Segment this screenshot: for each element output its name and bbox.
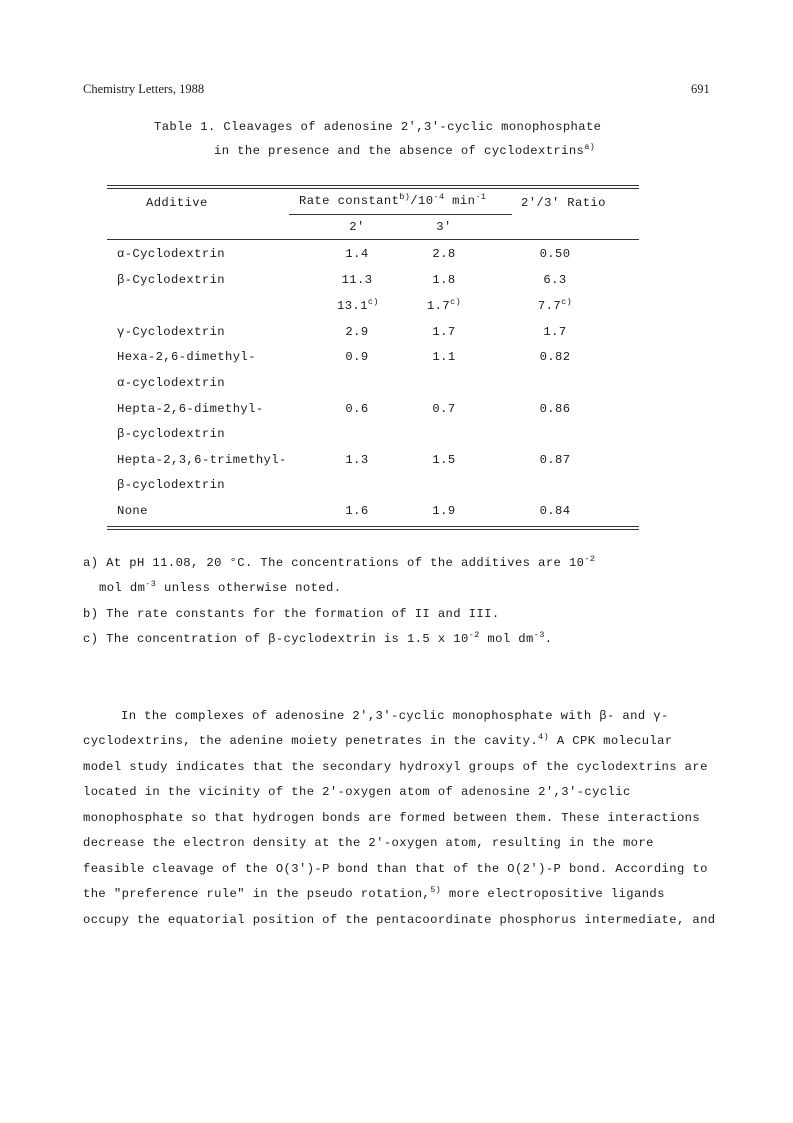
cell-ratio: 0.84	[539, 504, 571, 518]
cell-additive: Hepta-2,6-dimethyl-	[117, 402, 264, 416]
table-header-rule	[107, 239, 639, 240]
body-line: decrease the electron density at the 2'-oxygen atom, resulting in the more	[83, 836, 654, 850]
cell-ratio: 0.50	[539, 247, 571, 261]
table-top-rule	[107, 185, 639, 186]
table-row	[0, 453, 793, 473]
citation-ref: 5)	[430, 885, 442, 895]
cell-k2: 1.6	[345, 504, 369, 518]
cell-ratio: 6.3	[543, 273, 567, 287]
body-line: feasible cleavage of the O(3')-P bond than that of the O(2')-P bond. According to	[83, 862, 708, 876]
footnote-c: c) The concentration of β-cyclodextrin is 1.5 x $10^{-2}$ mol $dm^{-3}$.	[83, 630, 553, 646]
cell-k3: 0.7	[432, 402, 456, 416]
cell-k2: 1.3	[345, 453, 369, 467]
body-line: monophosphate so that hydrogen bonds are formed between them. These interactions	[83, 811, 701, 825]
cell-k2: 0.9	[345, 350, 369, 364]
footnote-b: b) The rate constants for the formation of II and III.	[83, 607, 500, 621]
cell-additive: β-Cyclodextrin	[117, 273, 225, 287]
table-bottom-rule	[107, 529, 639, 530]
column-header-ratio: 2'/3' Ratio	[521, 196, 606, 210]
cell-k3: 1.7$^{c)}$	[426, 297, 462, 313]
cell-k3: 1.8	[432, 273, 456, 287]
table-row	[0, 376, 793, 396]
journal-header: Chemistry Letters, 1988	[83, 82, 205, 96]
cell-ratio: 0.86	[539, 402, 571, 416]
table-top-rule-inner	[107, 188, 639, 189]
table-row	[0, 427, 793, 447]
body-line: cyclodextrins, the adenine moiety penetrates in the cavity.$^{4)}$ A CPK molecular	[83, 732, 673, 748]
subheader-2prime: 2'	[349, 220, 365, 234]
cell-additive: α-cyclodextrin	[117, 376, 225, 390]
body-line: In the complexes of adenosine 2',3'-cyclic monophosphate with β- and γ-	[121, 709, 669, 723]
cell-ratio: 0.87	[539, 453, 571, 467]
table-row	[0, 325, 793, 345]
table-row	[0, 504, 793, 524]
table-caption-line1: Table 1. Cleavages of adenosine 2',3'-cyclic monophosphate	[154, 120, 602, 134]
cell-k3: 1.7	[432, 325, 456, 339]
table-row	[0, 402, 793, 422]
column-header-additive: Additive	[146, 196, 208, 210]
cell-additive: β-cyclodextrin	[117, 478, 225, 492]
cell-additive: Hexa-2,6-dimethyl-	[117, 350, 256, 364]
body-line: the "preference rule" in the pseudo rotation,$^{5)}$ more electropositive ligands	[83, 885, 665, 901]
cell-k2: 11.3	[341, 273, 373, 287]
table-bottom-rule-inner	[107, 526, 639, 527]
body-line: model study indicates that the secondary hydroxyl groups of the cyclodextrins are	[83, 760, 708, 774]
table-row	[0, 299, 793, 319]
page-number: 691	[691, 82, 710, 96]
cell-k2: 2.9	[345, 325, 369, 339]
table-caption-line2: in the presence and the absence of cyclodextrins$^{a)}$	[214, 142, 596, 158]
cell-k2: 1.4	[345, 247, 369, 261]
table-row	[0, 273, 793, 293]
caption-footnote-mark: a)	[584, 142, 596, 152]
cell-k3: 1.5	[432, 453, 456, 467]
cell-additive: γ-Cyclodextrin	[117, 325, 225, 339]
table-row	[0, 247, 793, 267]
footnote-a-continued: mol $dm^{-3}$ unless otherwise noted.	[99, 579, 342, 595]
cell-k3: 2.8	[432, 247, 456, 261]
cell-k2: 13.1$^{c)}$	[337, 297, 379, 313]
footnote-a: a) At pH 11.08, 20 °C. The concentrations of the additives are $10^{-2}$	[83, 554, 596, 570]
cell-k3: 1.9	[432, 504, 456, 518]
cell-ratio: 0.82	[539, 350, 571, 364]
rate-subheader-rule	[289, 214, 512, 215]
cell-k3: 1.1	[432, 350, 456, 364]
cell-k2: 0.6	[345, 402, 369, 416]
table-row	[0, 350, 793, 370]
cell-additive: None	[117, 504, 148, 518]
cell-additive: Hepta-2,3,6-trimethyl-	[117, 453, 287, 467]
cell-ratio: 1.7	[543, 325, 567, 339]
cell-additive: β-cyclodextrin	[117, 427, 225, 441]
body-line: occupy the equatorial position of the pentacoordinate phosphorus intermediate, and	[83, 913, 716, 927]
table-row	[0, 478, 793, 498]
subheader-3prime: 3'	[436, 220, 452, 234]
cell-ratio: 7.7$^{c)}$	[537, 297, 573, 313]
cell-additive: α-Cyclodextrin	[117, 247, 225, 261]
column-header-rate: Rate $constant^{b)}/10^{-4}$ $\min^{-1}$	[299, 192, 487, 208]
body-line: located in the vicinity of the 2'-oxygen atom of adenosine 2',3'-cyclic	[83, 785, 631, 799]
citation-ref: 4)	[538, 732, 550, 742]
